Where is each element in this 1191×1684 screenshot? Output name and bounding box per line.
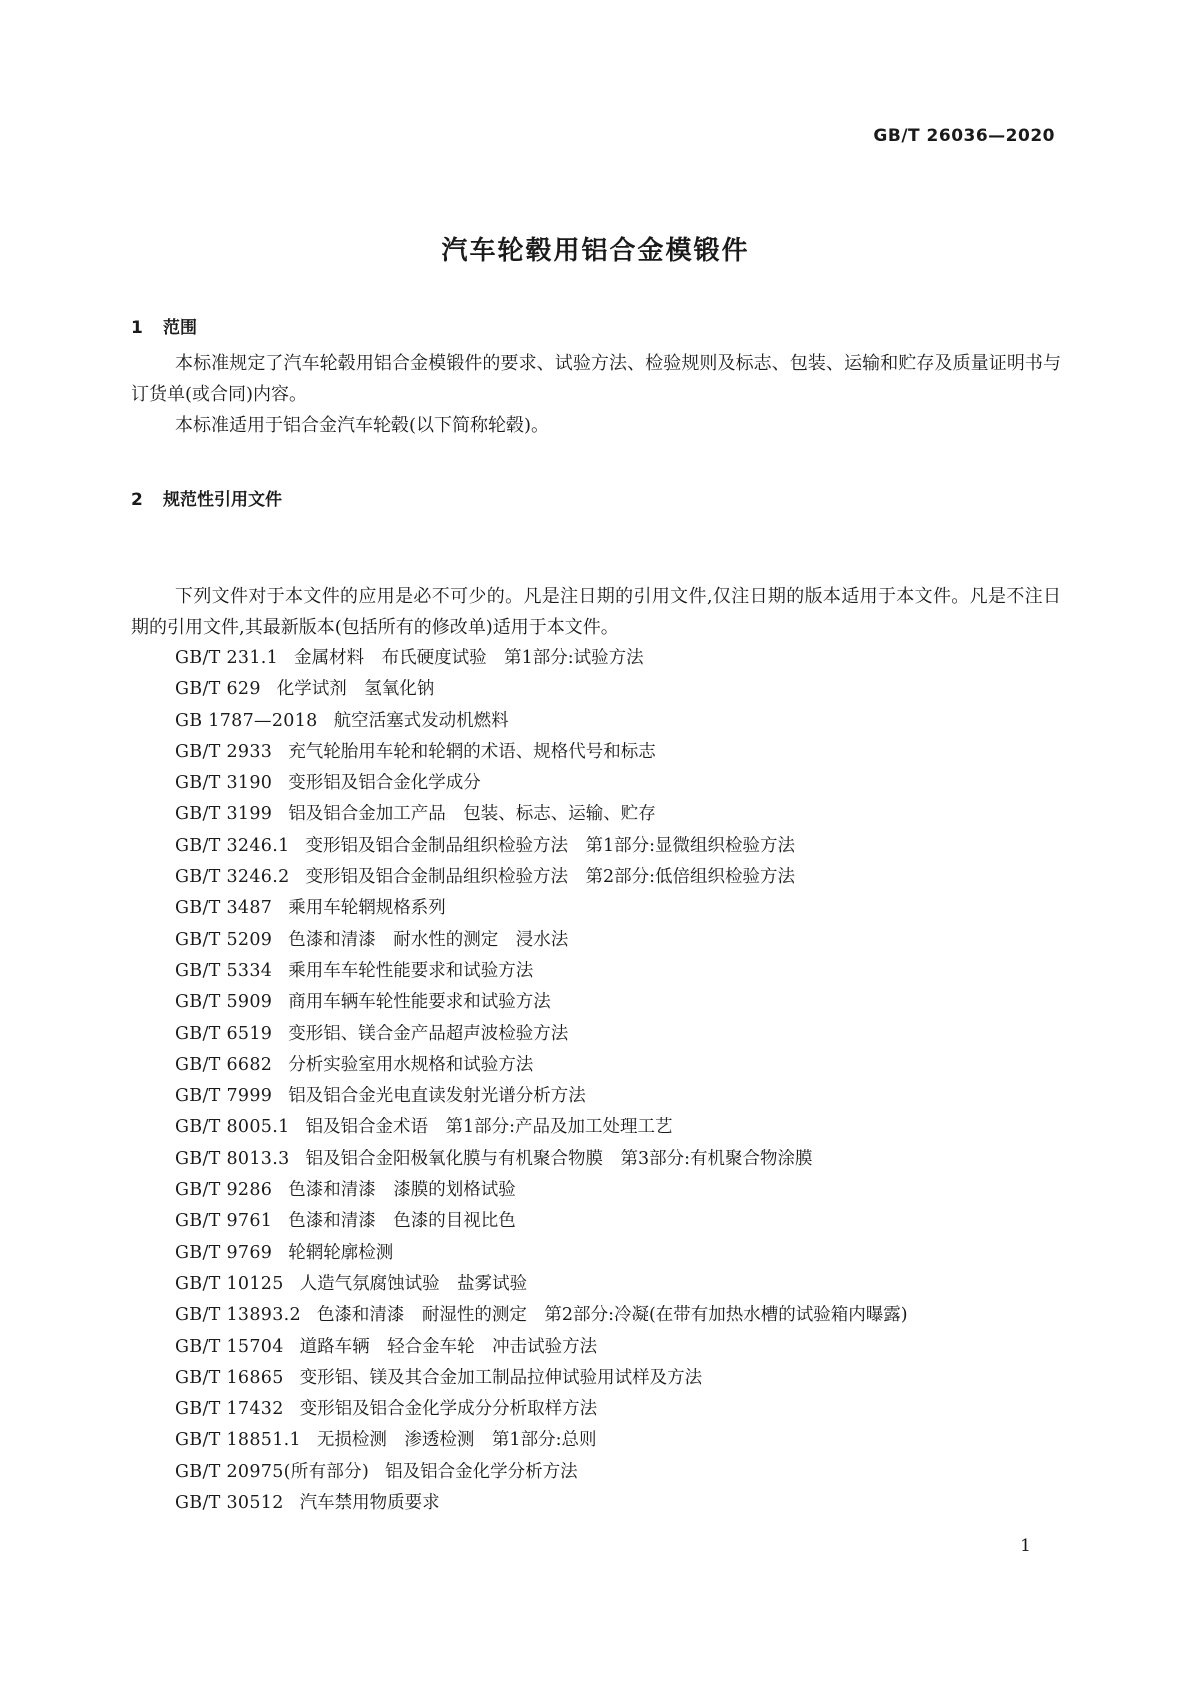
reference-title: 变形铝及铝合金制品组织检验方法 第2部分:低倍组织检验方法 [305, 867, 796, 888]
reference-title: 变形铝及铝合金化学成分分析取样方法 [299, 1399, 598, 1420]
reference-title: 乘用车车轮性能要求和试验方法 [288, 960, 534, 981]
reference-item [175, 1394, 908, 1425]
reference-item [175, 737, 908, 768]
section-1-number: 1 [131, 318, 143, 338]
section-2-paragraph-1: 下列文件对于本文件的应用是必不可少的。凡是注日期的引用文件,仅注日期的版本适用于本文件。凡是不注日期的引用文件,其最新版本(包括所有的修改单)适用于本文件。 [131, 586, 1061, 638]
reference-code: GB/T 13893.2 [175, 1305, 301, 1326]
section-1-title: 范围 [163, 318, 197, 338]
standard-code: GB/T 26036—2020 [873, 126, 1055, 146]
reference-title: 道路车辆 轻合金车轮 冲击试验方法 [299, 1336, 598, 1357]
reference-title: 色漆和清漆 色漆的目视比色 [288, 1211, 516, 1232]
reference-code: GB/T 3199 [175, 804, 273, 825]
reference-code: GB/T 6682 [175, 1054, 273, 1075]
reference-item [175, 1050, 908, 1081]
reference-item [175, 893, 908, 924]
reference-title: 航空活塞式发动机燃料 [333, 710, 509, 731]
reference-title: 变形铝、镁合金产品超声波检验方法 [288, 1023, 569, 1044]
reference-code: GB/T 3246.2 [175, 867, 290, 888]
reference-item [175, 1363, 908, 1394]
reference-code: GB/T 3487 [175, 898, 273, 919]
reference-title: 变形铝、镁及其合金加工制品拉伸试验用试样及方法 [299, 1367, 703, 1388]
reference-code: GB/T 9761 [175, 1211, 273, 1232]
reference-code: GB/T 3190 [175, 773, 273, 794]
reference-title: 无损检测 渗透检测 第1部分:总则 [316, 1430, 597, 1451]
reference-item [175, 925, 908, 956]
section-2-number: 2 [131, 490, 143, 510]
reference-code: GB/T 18851.1 [175, 1430, 301, 1451]
reference-title: 铝及铝合金化学分析方法 [385, 1461, 578, 1482]
reference-title: 分析实验室用水规格和试验方法 [288, 1054, 534, 1075]
reference-code: GB/T 15704 [175, 1336, 284, 1357]
reference-code: GB/T 5909 [175, 992, 273, 1013]
page-number: 1 [1020, 1536, 1031, 1556]
reference-code: GB/T 5209 [175, 929, 273, 950]
reference-item [175, 1332, 908, 1363]
reference-code: GB/T 9769 [175, 1242, 273, 1263]
reference-code: GB/T 20975(所有部分) [175, 1461, 370, 1482]
reference-item [175, 987, 908, 1018]
reference-code: GB/T 30512 [175, 1493, 284, 1514]
reference-item [175, 768, 908, 799]
reference-item [175, 674, 908, 705]
reference-title: 轮辋轮廓检测 [288, 1242, 394, 1263]
reference-title: 人造气氛腐蚀试验 盐雾试验 [299, 1273, 528, 1294]
reference-code: GB/T 6519 [175, 1023, 273, 1044]
reference-list [175, 643, 908, 1519]
reference-item [175, 1112, 908, 1143]
reference-title: 化学试剂 氢氧化钠 [276, 679, 435, 700]
section-2-heading [131, 485, 282, 510]
reference-title: 乘用车轮辋规格系列 [288, 898, 446, 919]
reference-title: 充气轮胎用车轮和轮辋的术语、规格代号和标志 [288, 741, 656, 762]
reference-title: 铝及铝合金术语 第1部分:产品及加工处理工艺 [305, 1117, 673, 1138]
reference-code: GB/T 231.1 [175, 648, 279, 668]
reference-code: GB 1787—2018 [175, 710, 318, 731]
reference-item [175, 1019, 908, 1050]
reference-item [175, 831, 908, 862]
reference-item [175, 1425, 908, 1456]
reference-code: GB/T 5334 [175, 960, 273, 981]
reference-code: GB/T 9286 [175, 1180, 273, 1201]
reference-code: GB/T 8005.1 [175, 1117, 290, 1138]
reference-title: 色漆和清漆 漆膜的划格试验 [288, 1180, 516, 1201]
reference-title: 变形铝及铝合金化学成分 [288, 773, 481, 794]
reference-title: 色漆和清漆 耐水性的测定 浸水法 [288, 929, 569, 950]
reference-title: 金属材料 布氏硬度试验 第1部分:试验方法 [294, 648, 644, 668]
reference-title: 商用车辆车轮性能要求和试验方法 [288, 992, 551, 1013]
reference-item [175, 799, 908, 830]
reference-code: GB/T 17432 [175, 1399, 284, 1420]
reference-item [175, 956, 908, 987]
reference-item [175, 1269, 908, 1300]
reference-code: GB/T 8013.3 [175, 1148, 290, 1169]
section-1-paragraph-1: 本标准规定了汽车轮毂用铝合金模锻件的要求、试验方法、检验规则及标志、包装、运输和贮存及质量证明书与订货单(或合同)内容。 [131, 353, 1061, 405]
reference-item [175, 1081, 908, 1112]
reference-item [175, 643, 908, 674]
reference-item [175, 1175, 908, 1206]
reference-code: GB/T 10125 [175, 1273, 284, 1294]
reference-item [175, 1238, 908, 1269]
reference-title: 铝及铝合金光电直读发射光谱分析方法 [288, 1086, 586, 1107]
reference-code: GB/T 2933 [175, 741, 273, 762]
reference-item [175, 1457, 908, 1488]
reference-code: GB/T 16865 [175, 1367, 284, 1388]
reference-item [175, 862, 908, 893]
section-1-heading [131, 313, 197, 338]
reference-title: 汽车禁用物质要求 [299, 1493, 440, 1514]
reference-title: 色漆和清漆 耐湿性的测定 第2部分:冷凝(在带有加热水槽的试验箱内曝露) [316, 1305, 908, 1326]
reference-item [175, 1206, 908, 1237]
section-2-title: 规范性引用文件 [163, 490, 282, 510]
section-1-paragraph-2: 本标准适用于铝合金汽车轮毂(以下简称轮毂)。 [175, 415, 550, 436]
reference-item [175, 1488, 908, 1519]
reference-title: 铝及铝合金加工产品 包装、标志、运输、贮存 [288, 804, 656, 825]
reference-item [175, 1144, 908, 1175]
reference-item [175, 1300, 908, 1331]
reference-code: GB/T 629 [175, 679, 261, 700]
reference-code: GB/T 7999 [175, 1086, 273, 1107]
reference-title: 变形铝及铝合金制品组织检验方法 第1部分:显微组织检验方法 [305, 835, 796, 856]
reference-item [175, 706, 908, 737]
reference-code: GB/T 3246.1 [175, 835, 290, 856]
reference-title: 铝及铝合金阳极氧化膜与有机聚合物膜 第3部分:有机聚合物涂膜 [305, 1148, 813, 1169]
document-title: 汽车轮毂用铝合金模锻件 [441, 236, 750, 266]
